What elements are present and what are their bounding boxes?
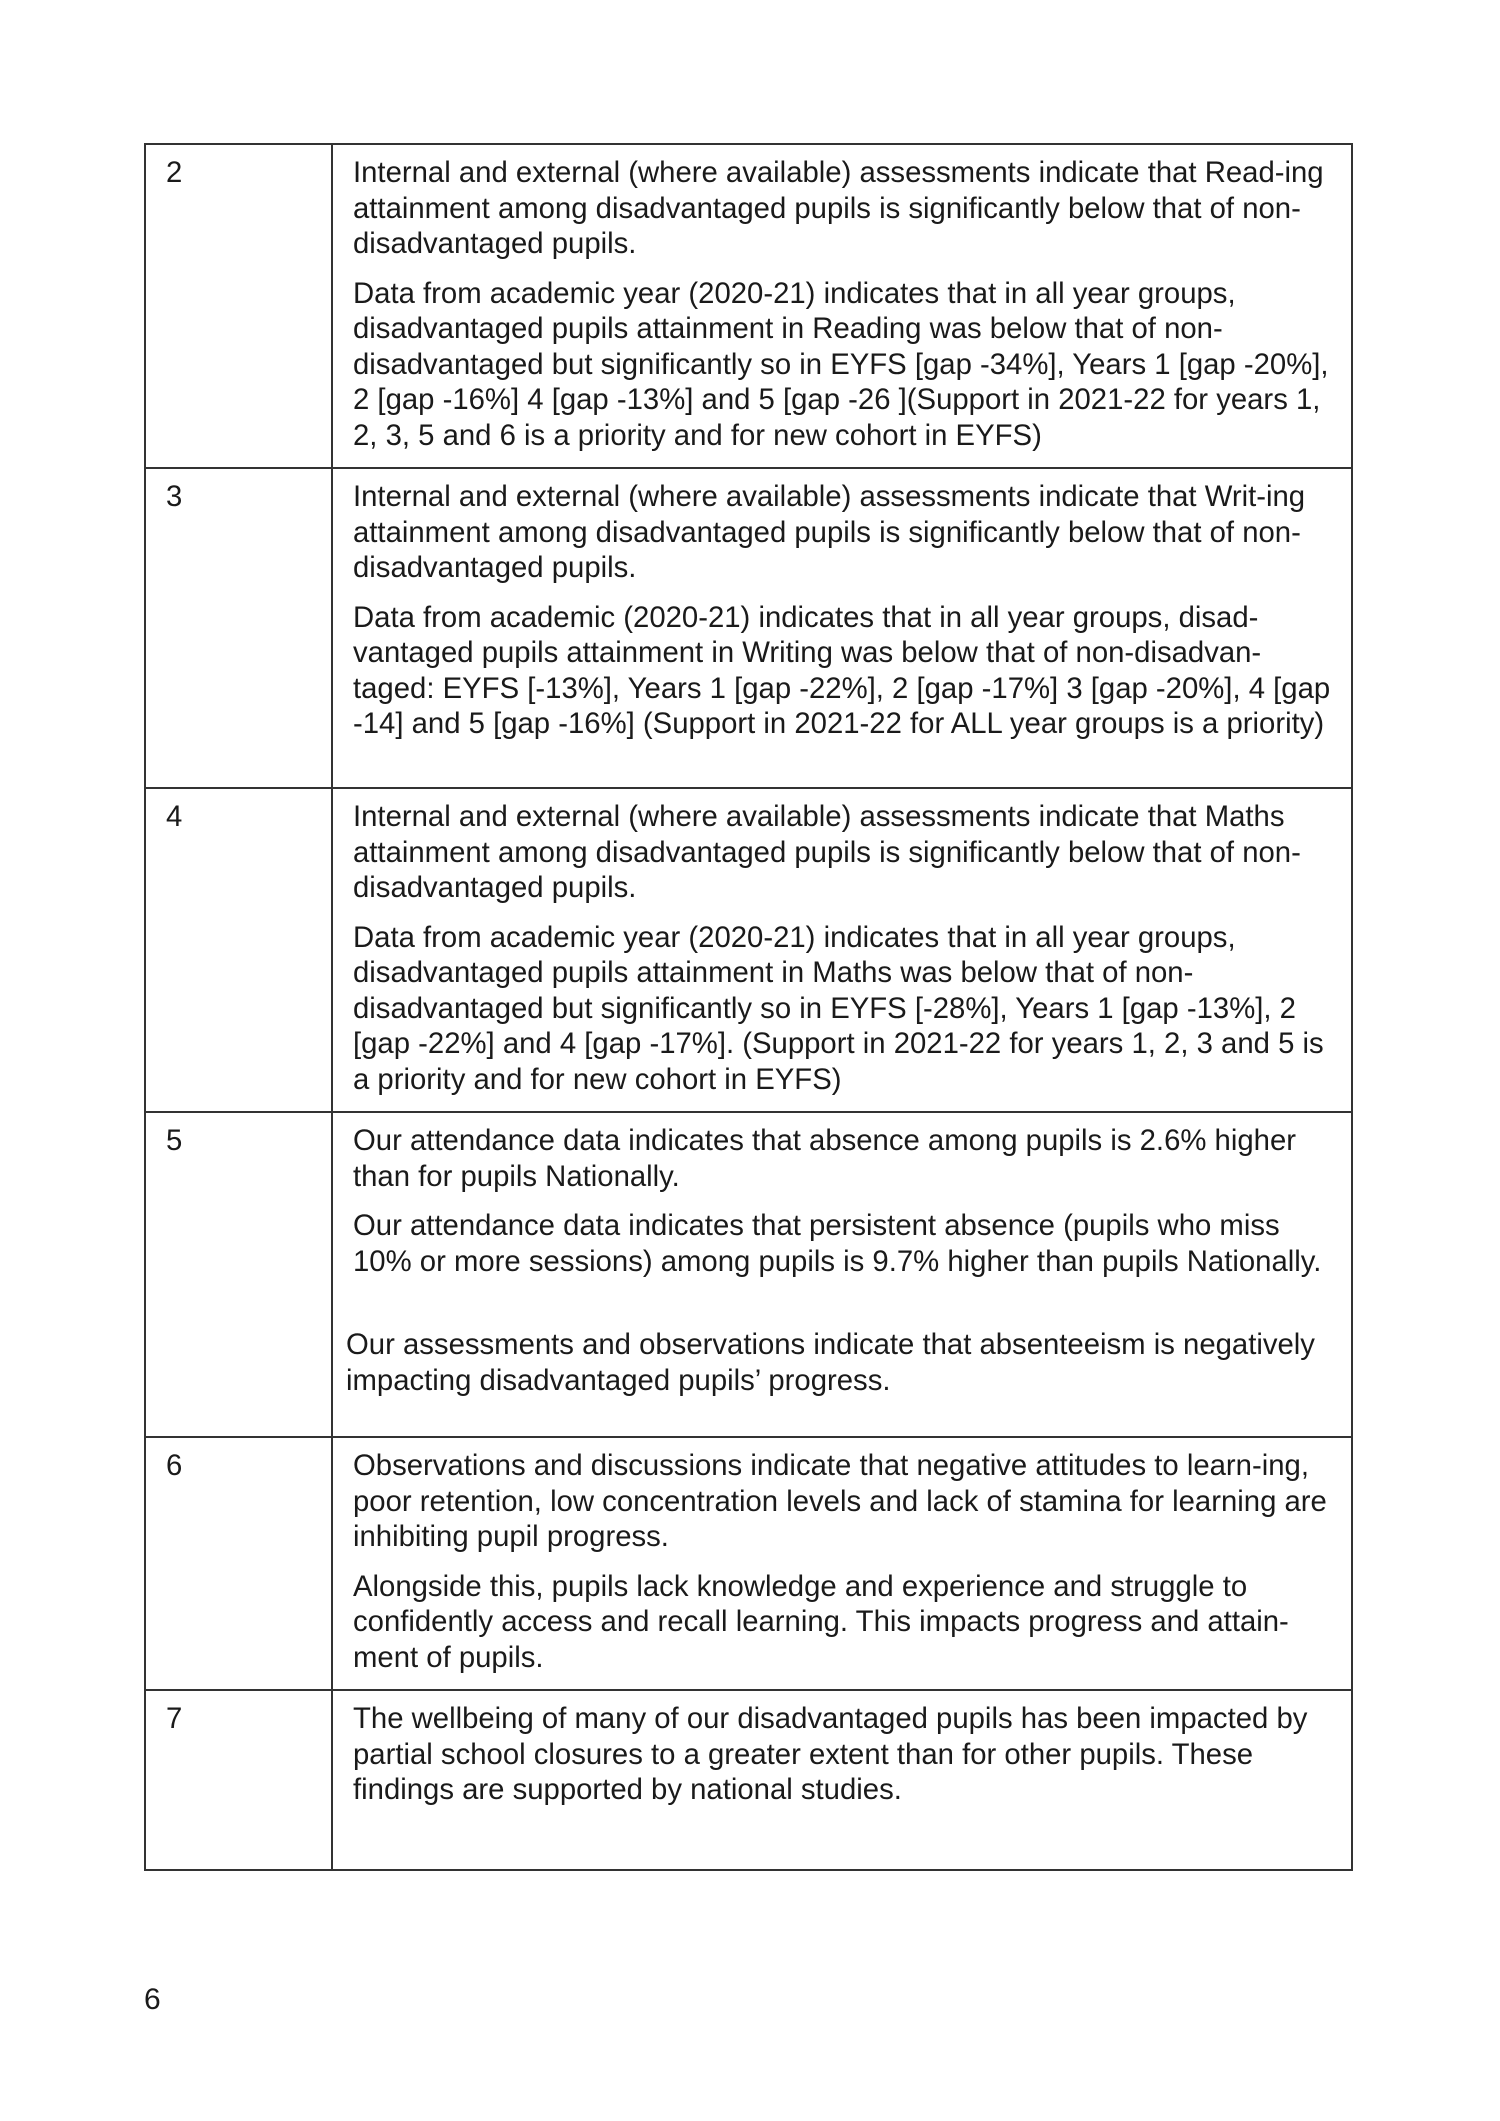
challenge-paragraph: Our attendance data indicates that persistent absence (pupils who miss 10% or more sessions) among pupils is 9.7% higher than pupils Nationally. <box>353 1209 1322 1278</box>
challenge-number: 7 <box>145 1690 332 1870</box>
challenge-detail <box>332 144 1352 468</box>
table-row <box>145 1690 1352 1870</box>
challenge-detail <box>332 788 1352 1112</box>
spacer <box>353 1293 1333 1327</box>
challenge-paragraph: Internal and external (where available) assessments indicate that Read-ing attainment among disadvantaged pupils is significantly below that of non-disadvantaged pupils. <box>353 156 1324 260</box>
table-row <box>145 144 1352 468</box>
challenge-detail <box>332 1112 1352 1437</box>
table-row <box>145 788 1352 1112</box>
challenge-number: 6 <box>145 1437 332 1690</box>
challenge-number: 2 <box>145 144 332 468</box>
challenge-paragraph: Internal and external (where available) assessments indicate that Writ-ing attainment among disadvantaged pupils is significantly below that of non-disadvantaged pupils. <box>353 480 1306 584</box>
challenge-paragraph: Our attendance data indicates that absence among pupils is 2.6% higher than for pupils Nationally. <box>353 1124 1296 1193</box>
challenge-detail <box>332 468 1352 788</box>
challenge-detail <box>332 1437 1352 1690</box>
challenge-paragraph: The wellbeing of many of our disadvantaged pupils has been impacted by partial school closures to a greater extent than for other pupils. These findings are supported by national studies. <box>353 1702 1308 1806</box>
table-row <box>145 468 1352 788</box>
challenge-paragraph: Data from academic year (2020-21) indicates that in all year groups, disadvantaged pupils attainment in Reading was below that of non-disadvantaged but significantly so in EYFS [gap -34%], Years 1 [gap -20%], 2 [gap -16%] 4 [gap -13%] and 5 [gap -26 ](Support in 2021-22 for years 1, 2, 3, 5 and 6 is a priority and for new cohort in EYFS) <box>353 276 1329 452</box>
challenge-paragraph: Observations and discussions indicate that negative attitudes to learn-ing, poor retention, low concentration levels and lack of stamina for learning are inhibiting pupil progress. <box>353 1449 1327 1553</box>
challenges-table <box>144 143 1353 1871</box>
challenge-detail <box>332 1690 1352 1870</box>
challenge-paragraph: Data from academic year (2020-21) indicates that in all year groups, disadvantaged pupils attainment in Maths was below that of non-disadvantaged but significantly so in EYFS [-28%], Years 1 [gap -13%], 2 [gap -22%] and 4 [gap -17%]. (Support in 2021-22 for years 1, 2, 3 and 5 is a priority and for new cohort in EYFS) <box>353 920 1324 1096</box>
table-row <box>145 1112 1352 1437</box>
challenge-paragraph: Alongside this, pupils lack knowledge and experience and struggle to confidently access and recall learning. This impacts progress and attain-ment of pupils. <box>353 1569 1289 1674</box>
challenge-paragraph: Internal and external (where available) assessments indicate that Maths attainment among disadvantaged pupils is significantly below that of non-disadvantaged pupils. <box>353 800 1301 904</box>
challenge-number: 3 <box>145 468 332 788</box>
challenge-paragraph: Data from academic (2020-21) indicates that in all year groups, disad-vantaged pupils attainment in Writing was below that of non-disadvan-taged: EYFS [-13%], Years 1 [gap -22%], 2 [gap -17%] 3 [gap -20%], 4 [gap -14] and 5 [gap -16%] (Support in 2021-22 for ALL year groups is a priority) <box>353 600 1331 740</box>
table-row <box>145 1437 1352 1690</box>
challenge-number: 4 <box>145 788 332 1112</box>
page-number: 6 <box>144 1983 161 2016</box>
challenge-number: 5 <box>145 1112 332 1437</box>
challenge-paragraph: Our assessments and observations indicate that absenteeism is negatively impacting disadvantaged pupils’ progress. <box>346 1328 1315 1397</box>
